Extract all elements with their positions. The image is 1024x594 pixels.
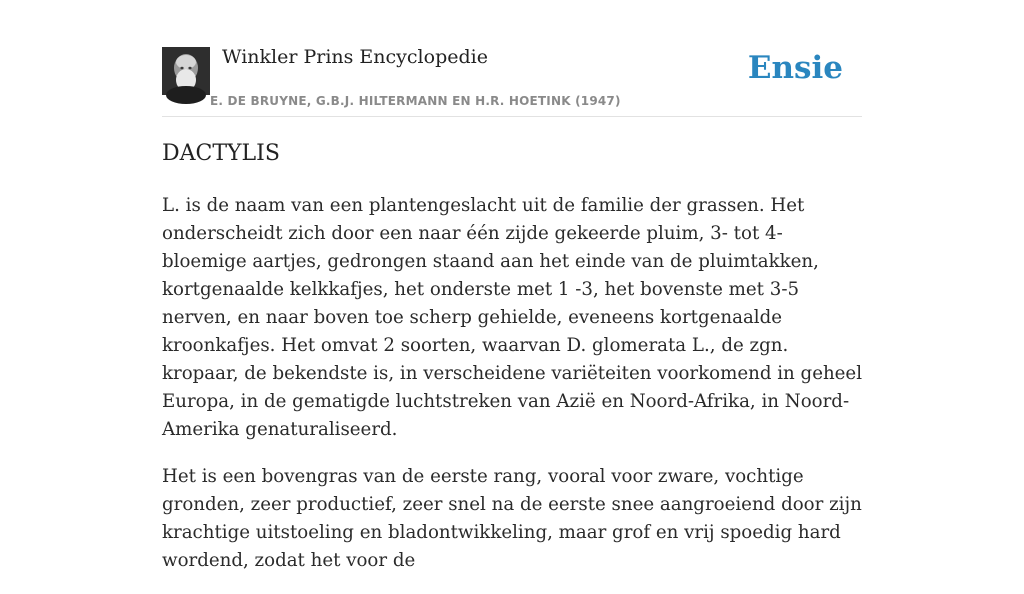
- source-authors: E. DE BRUYNE, G.B.J. HILTERMANN EN H.R. HOETINK (1947): [210, 94, 621, 108]
- ensie-logo[interactable]: Ensie: [747, 50, 843, 86]
- author-avatar[interactable]: [162, 47, 210, 95]
- entry-title: DACTYLIS: [162, 141, 280, 166]
- site-title[interactable]: Winkler Prins Encyclopedie: [222, 46, 488, 68]
- portrait-image: [162, 47, 210, 95]
- site-header: [162, 0, 862, 117]
- entry-body: [162, 192, 862, 594]
- paragraph: L. is de naam van een plantengeslacht uit de familie der grassen. Het onderscheidt zich door een naar één zijde gekeerde pluim, 3- tot 4-bloemige aartjes, gedrongen staand aan het einde van de pluimtakken, kortgenaalde kelkkafjes, het onderste met 1 -3, het bovenste met 3-5 nerven, en naar boven toe scherp gehielde, eveneens kortgenaalde kroonkafjes. Het omvat 2 soorten, waarvan D. glomerata L., de zgn. kropaar, de bekendste is, in verscheidene variëteiten voorkomend in geheel Europa, in de gematigde luchtstreken van Azië en Noord-Afrika, in Noord-Amerika genaturaliseerd.: [162, 195, 863, 440]
- paragraph: Het is een bovengras van de eerste rang, vooral voor zware, vochtige gronden, zeer productief, zeer snel na de eerste snee aangroeiend door zijn krachtige uitstoeling en bladontwikkeling, maar grof en vrij spoedig hard wordend, zodat het voor de: [162, 466, 862, 571]
- page: [162, 0, 863, 571]
